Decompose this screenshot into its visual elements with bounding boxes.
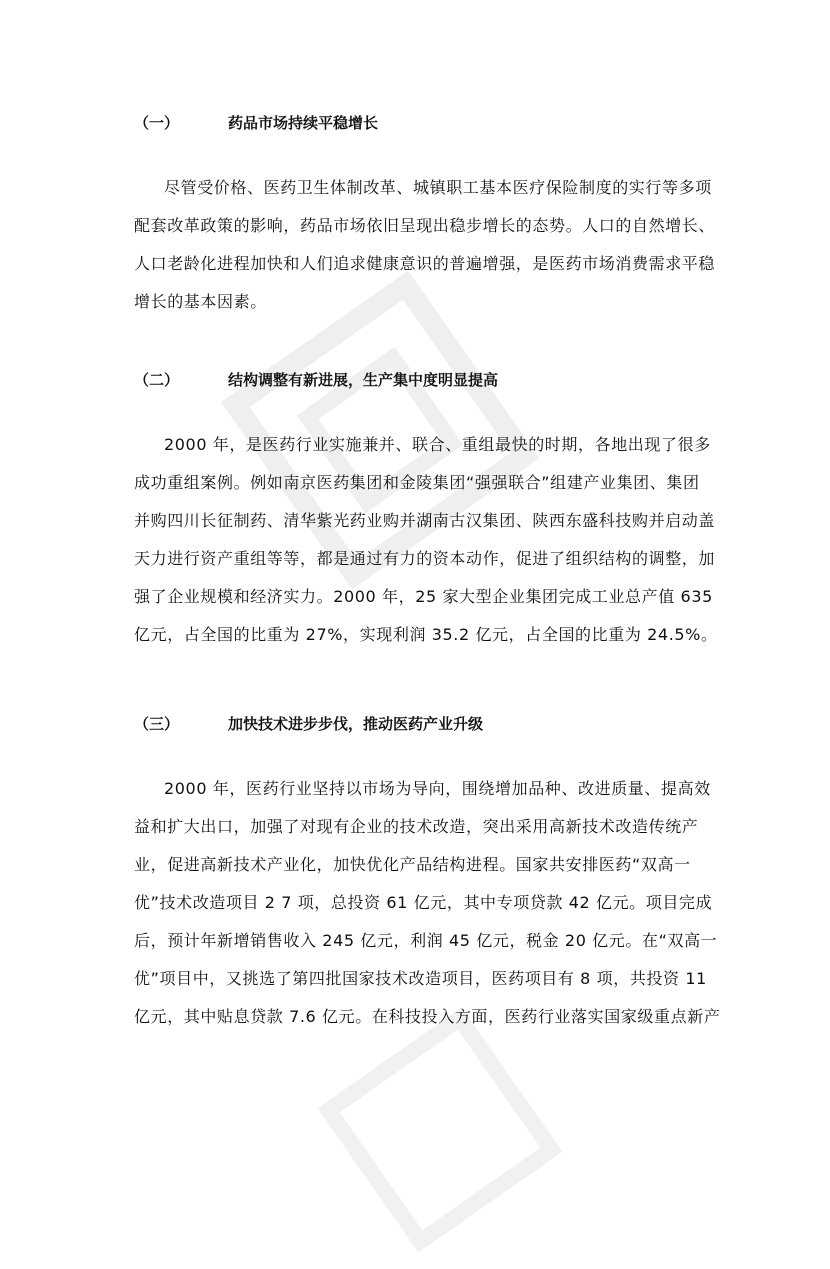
paragraph-line: 益和扩大出口，加强了对现有企业的技术改造，突出采用高新技术改造传统产 bbox=[134, 817, 699, 836]
paragraph-line: 并购四川长征制药、清华紫光药业购并湖南古汉集团、陕西东盛科技购并启动盖 bbox=[134, 511, 716, 530]
section-heading bbox=[134, 112, 714, 134]
paragraph-line: 增长的基本因素。 bbox=[134, 292, 267, 311]
paragraph-line: 成功重组案例。例如南京医药集团和金陵集团“强强联合”组建产业集团、集团 bbox=[134, 473, 700, 492]
section-title: 结构调整有新进展，生产集中度明显提高 bbox=[228, 371, 499, 389]
paragraph-line: 尽管受价格、医药卫生体制改革、城镇职工基本医疗保险制度的实行等多项 bbox=[164, 178, 712, 197]
paragraph-line: 亿元，其中贴息贷款 7.6 亿元。在科技投入方面，医药行业落实国家级重点新产 bbox=[134, 1007, 721, 1026]
paragraph-line: 天力进行资产重组等等，都是通过有力的资本动作，促进了组织结构的调整，加 bbox=[134, 549, 716, 568]
section-heading bbox=[134, 713, 714, 735]
section-number: （三） bbox=[134, 715, 180, 733]
paragraph bbox=[134, 169, 714, 321]
paragraph-line: 后，预计年新增销售收入 245 亿元，利润 45 亿元，税金 20 亿元。在“双高一 bbox=[134, 931, 718, 950]
section-number: （二） bbox=[134, 371, 180, 389]
paragraph bbox=[134, 426, 718, 654]
section-number: （一） bbox=[134, 114, 180, 132]
paragraph-line: 亿元，占全国的比重为 27%，实现利润 35.2 亿元，占全国的比重为 24.5%。 bbox=[134, 625, 718, 644]
section-3 bbox=[134, 713, 721, 1036]
section-title: 加快技术进步步伐，推动医药产业升级 bbox=[228, 715, 484, 733]
section-heading bbox=[134, 369, 714, 391]
paragraph-line: 2000 年，医药行业坚持以市场为导向，围绕增加品种、改进质量、提高效 bbox=[164, 779, 711, 798]
paragraph-line: 配套改革政策的影响，药品市场依旧呈现出稳步增长的态势。人口的自然增长、 bbox=[134, 216, 716, 235]
paragraph-line: 优”技术改造项目 2 7 项，总投资 61 亿元，其中专项贷款 42 亿元。项目完成 bbox=[134, 893, 713, 912]
paragraph-line: 业，促进高新技术产业化，加快优化产品结构进程。国家共安排医药“双高一 bbox=[134, 855, 691, 874]
paragraph bbox=[134, 770, 721, 1036]
paragraph-line: 强了企业规模和经济实力。2000 年，25 家大型企业集团完成工业总产值 635 bbox=[134, 587, 713, 606]
section-title: 药品市场持续平稳增长 bbox=[228, 114, 379, 132]
section-2 bbox=[134, 369, 718, 654]
paragraph-line: 2000 年，是医药行业实施兼并、联合、重组最快的时期，各地出现了很多 bbox=[164, 435, 711, 454]
paragraph-line: 优”项目中，又挑选了第四批国家技术改造项目，医药项目有 8 项，共投资 11 bbox=[134, 969, 707, 988]
paragraph-line: 人口老龄化进程加快和人们追求健康意识的普遍增强，是医药市场消费需求平稳 bbox=[134, 254, 716, 273]
section-1 bbox=[134, 112, 714, 321]
